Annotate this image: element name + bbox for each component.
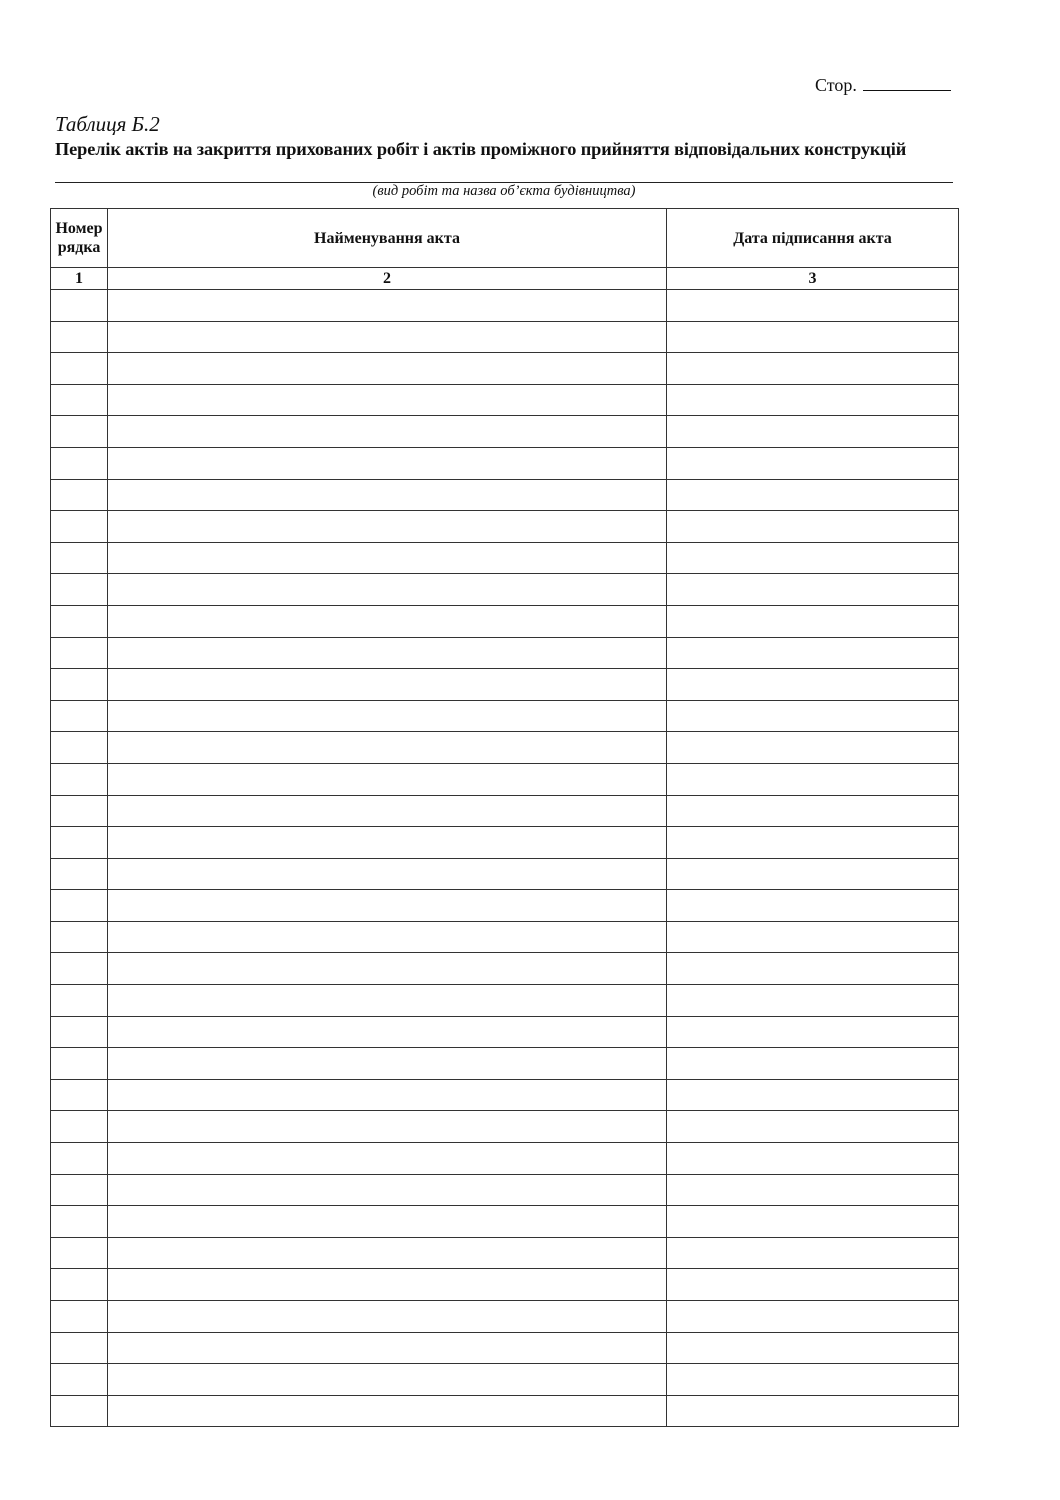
column-number: 1 [51, 268, 108, 290]
sign-date-cell[interactable] [667, 669, 959, 701]
row-number-cell[interactable] [51, 700, 108, 732]
act-name-cell[interactable] [108, 1364, 667, 1396]
row-number-cell[interactable] [51, 574, 108, 606]
sign-date-cell[interactable] [667, 890, 959, 922]
table-row [51, 1269, 959, 1301]
sign-date-cell[interactable] [667, 763, 959, 795]
table-row [51, 953, 959, 985]
sign-date-cell[interactable] [667, 1237, 959, 1269]
row-number-cell[interactable] [51, 542, 108, 574]
row-number-cell[interactable] [51, 1143, 108, 1175]
row-number-cell[interactable] [51, 321, 108, 353]
sign-date-cell[interactable] [667, 1079, 959, 1111]
table-row [51, 290, 959, 322]
table-label: Таблиця Б.2 [55, 112, 160, 136]
row-number-cell[interactable] [51, 1237, 108, 1269]
act-name-cell[interactable] [108, 542, 667, 574]
sign-date-cell[interactable] [667, 416, 959, 448]
table-row [51, 1395, 959, 1427]
row-number-cell[interactable] [51, 732, 108, 764]
act-name-cell[interactable] [108, 1174, 667, 1206]
sign-date-cell[interactable] [667, 1111, 959, 1143]
page-number [815, 75, 951, 96]
sign-date-cell[interactable] [667, 384, 959, 416]
act-name-cell[interactable] [108, 511, 667, 543]
header-row-number: Номер рядка [51, 209, 108, 268]
table-row [51, 479, 959, 511]
table-row [51, 416, 959, 448]
header-sign-date: Дата підписання акта [667, 209, 959, 268]
sign-date-cell[interactable] [667, 827, 959, 859]
page-number-field[interactable] [863, 76, 951, 91]
sign-date-cell[interactable] [667, 542, 959, 574]
act-name-cell[interactable] [108, 1269, 667, 1301]
row-number-cell[interactable] [51, 290, 108, 322]
row-number-cell[interactable] [51, 353, 108, 385]
table-row [51, 321, 959, 353]
row-number-cell[interactable] [51, 795, 108, 827]
sign-date-cell[interactable] [667, 479, 959, 511]
column-number: 2 [108, 268, 667, 290]
page-number-label: Стор. [815, 75, 857, 95]
table-row [51, 1237, 959, 1269]
work-type-caption: (вид робіт та назва об’єкта будівництва) [372, 183, 636, 199]
table-row [51, 890, 959, 922]
sign-date-cell[interactable] [667, 1269, 959, 1301]
row-number-cell[interactable] [51, 1364, 108, 1396]
table-row [51, 574, 959, 606]
row-number-cell[interactable] [51, 1016, 108, 1048]
row-number-cell[interactable] [51, 1048, 108, 1080]
act-name-cell[interactable] [108, 1016, 667, 1048]
act-name-cell[interactable] [108, 1206, 667, 1238]
sign-date-cell[interactable] [667, 953, 959, 985]
row-number-cell[interactable] [51, 921, 108, 953]
table-row [51, 985, 959, 1017]
sign-date-cell[interactable] [667, 1206, 959, 1238]
act-name-cell[interactable] [108, 290, 667, 322]
act-name-cell[interactable] [108, 921, 667, 953]
table-row [51, 921, 959, 953]
sign-date-cell[interactable] [667, 1395, 959, 1427]
act-name-cell[interactable] [108, 827, 667, 859]
act-name-cell[interactable] [108, 858, 667, 890]
act-name-cell[interactable] [108, 795, 667, 827]
table-row [51, 637, 959, 669]
sign-date-cell[interactable] [667, 1016, 959, 1048]
act-name-cell[interactable] [108, 637, 667, 669]
header-act-name: Найменування акта [108, 209, 667, 268]
table-row [51, 605, 959, 637]
act-name-cell[interactable] [108, 416, 667, 448]
row-number-cell[interactable] [51, 763, 108, 795]
row-number-cell[interactable] [51, 605, 108, 637]
act-name-cell[interactable] [108, 447, 667, 479]
table-row [51, 542, 959, 574]
sign-date-cell[interactable] [667, 290, 959, 322]
sign-date-cell[interactable] [667, 1301, 959, 1333]
act-name-cell[interactable] [108, 1143, 667, 1175]
table-row [51, 384, 959, 416]
row-number-cell[interactable] [51, 985, 108, 1017]
table-row [51, 700, 959, 732]
row-number-cell[interactable] [51, 953, 108, 985]
row-number-cell[interactable] [51, 1269, 108, 1301]
sign-date-cell[interactable] [667, 1048, 959, 1080]
act-name-cell[interactable] [108, 479, 667, 511]
row-number-cell[interactable] [51, 479, 108, 511]
act-name-cell[interactable] [108, 384, 667, 416]
act-name-cell[interactable] [108, 321, 667, 353]
row-number-cell[interactable] [51, 511, 108, 543]
act-name-cell[interactable] [108, 669, 667, 701]
act-name-cell[interactable] [108, 1111, 667, 1143]
row-number-cell[interactable] [51, 1079, 108, 1111]
sign-date-cell[interactable] [667, 321, 959, 353]
act-name-cell[interactable] [108, 985, 667, 1017]
table-row [51, 1143, 959, 1175]
sign-date-cell[interactable] [667, 637, 959, 669]
act-name-cell[interactable] [108, 1301, 667, 1333]
sign-date-cell[interactable] [667, 511, 959, 543]
act-name-cell[interactable] [108, 700, 667, 732]
sign-date-cell[interactable] [667, 985, 959, 1017]
row-number-cell[interactable] [51, 669, 108, 701]
column-number: 3 [667, 268, 959, 290]
act-name-cell[interactable] [108, 1332, 667, 1364]
sign-date-cell[interactable] [667, 921, 959, 953]
act-name-cell[interactable] [108, 574, 667, 606]
row-number-cell[interactable] [51, 890, 108, 922]
table-row [51, 732, 959, 764]
row-number-cell[interactable] [51, 827, 108, 859]
table-row [51, 1048, 959, 1080]
row-number-cell[interactable] [51, 1332, 108, 1364]
table-row [51, 1206, 959, 1238]
row-number-cell[interactable] [51, 858, 108, 890]
table-row [51, 669, 959, 701]
row-number-cell[interactable] [51, 637, 108, 669]
sign-date-cell[interactable] [667, 1364, 959, 1396]
table-row [51, 1079, 959, 1111]
row-number-cell[interactable] [51, 1395, 108, 1427]
table-row [51, 353, 959, 385]
table-row [51, 858, 959, 890]
table-row [51, 1111, 959, 1143]
row-number-cell[interactable] [51, 1174, 108, 1206]
sign-date-cell[interactable] [667, 1332, 959, 1364]
table-row [51, 1364, 959, 1396]
row-number-cell[interactable] [51, 447, 108, 479]
table-row [51, 511, 959, 543]
sign-date-cell[interactable] [667, 574, 959, 606]
row-number-cell[interactable] [51, 416, 108, 448]
row-number-cell[interactable] [51, 384, 108, 416]
table-row [51, 1016, 959, 1048]
document-title: Перелік актів на закриття прихованих робіт і актів проміжного прийняття відповідальних конструкцій [55, 139, 907, 159]
sign-date-cell[interactable] [667, 732, 959, 764]
row-number-cell[interactable] [51, 1301, 108, 1333]
act-name-cell[interactable] [108, 1079, 667, 1111]
table-row [51, 447, 959, 479]
sign-date-cell[interactable] [667, 1143, 959, 1175]
act-name-cell[interactable] [108, 1048, 667, 1080]
table-row [51, 795, 959, 827]
act-name-cell[interactable] [108, 890, 667, 922]
table-row [51, 763, 959, 795]
table-header-row [51, 209, 959, 268]
sign-date-cell[interactable] [667, 858, 959, 890]
act-name-cell[interactable] [108, 953, 667, 985]
sign-date-cell[interactable] [667, 353, 959, 385]
act-name-cell[interactable] [108, 732, 667, 764]
acts-table [50, 208, 959, 1427]
column-numbers-row [51, 268, 959, 290]
act-name-cell[interactable] [108, 1237, 667, 1269]
act-name-cell[interactable] [108, 1395, 667, 1427]
act-name-cell[interactable] [108, 763, 667, 795]
table-row [51, 1174, 959, 1206]
table-row [51, 1332, 959, 1364]
act-name-cell[interactable] [108, 605, 667, 637]
row-number-cell[interactable] [51, 1111, 108, 1143]
table-row [51, 1301, 959, 1333]
sign-date-cell[interactable] [667, 795, 959, 827]
row-number-cell[interactable] [51, 1206, 108, 1238]
sign-date-cell[interactable] [667, 700, 959, 732]
act-name-cell[interactable] [108, 353, 667, 385]
sign-date-cell[interactable] [667, 605, 959, 637]
sign-date-cell[interactable] [667, 447, 959, 479]
sign-date-cell[interactable] [667, 1174, 959, 1206]
table-row [51, 827, 959, 859]
